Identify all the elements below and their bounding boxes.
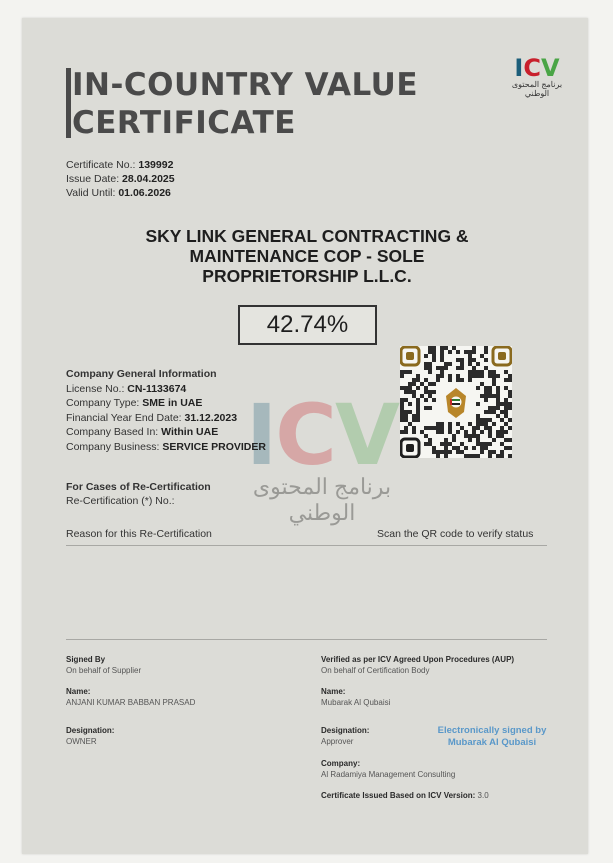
financial-year-row (66, 411, 266, 426)
approver-name-block (321, 686, 390, 708)
issue-date-row (66, 172, 175, 186)
company-based-label: Company Based In: (66, 426, 159, 438)
company-type-label: Company Type: (66, 397, 140, 409)
title-line-1: IN-COUNTRY VALUE (72, 67, 419, 103)
watermark-arabic: برنامج المحتوى الوطني (252, 474, 392, 525)
valid-until-value: 01.06.2026 (118, 187, 171, 199)
qr-finder-bottom-left (401, 439, 419, 457)
watermark-letter-c: C (275, 386, 335, 484)
supplier-name-block (66, 686, 195, 708)
verified-by-block (321, 654, 514, 676)
recertification-reason-label: Reason for this Re-Certification (66, 528, 212, 540)
approver-name-label: Name: (321, 687, 346, 696)
approver-designation-value: Approver (321, 737, 354, 746)
qr-code-graphic (400, 346, 512, 458)
company-business-value: SERVICE PROVIDER (162, 440, 266, 453)
certificate-number-value: 139992 (138, 159, 174, 171)
verification-qr-code[interactable] (400, 346, 512, 458)
icv-logo-mark (502, 54, 572, 82)
approver-designation-block (321, 725, 369, 747)
approver-company-block (321, 758, 455, 780)
divider (66, 639, 547, 640)
company-business-label: Company Business: (66, 440, 160, 453)
signed-by-label: Signed By (66, 655, 106, 664)
certificate-number-label: Certificate No.: (66, 159, 136, 171)
watermark-letter-v: V (334, 386, 398, 484)
license-label: License No.: (66, 382, 125, 395)
company-based-row (66, 425, 266, 440)
page-title (72, 66, 418, 142)
title-accent-bar (66, 68, 71, 138)
supplier-designation-block (66, 725, 114, 747)
certificate-meta (66, 158, 175, 200)
supplier-designation-value: OWNER (66, 737, 97, 746)
issue-date-label: Issue Date: (66, 173, 120, 185)
divider (66, 545, 547, 546)
supplier-designation-label: Designation: (66, 726, 115, 735)
qr-finder-top-left (401, 347, 419, 365)
general-info-heading: Company General Information (66, 368, 217, 380)
approver-name-value: Mubarak Al Qubaisi (321, 698, 391, 707)
icv-version-row (321, 790, 489, 801)
financial-year-value: 31.12.2023 (184, 411, 238, 424)
electronic-signature-line-2: Mubarak Al Qubaisi (447, 737, 537, 748)
title-line-2: CERTIFICATE (72, 105, 296, 141)
company-name-line-3: PROPRIETORSHIP L.L.C. (202, 266, 412, 286)
recertification-label: Re-Certification (*) No.: (66, 495, 175, 507)
icv-logo-letter-c: C (523, 54, 541, 82)
certificate-number-row (66, 158, 175, 172)
icv-version-label: Certificate Issued Based on ICV Version: (321, 791, 476, 800)
issue-date-value: 28.04.2025 (122, 173, 175, 185)
icv-logo-arabic: برنامج المحتوى الوطني (511, 80, 563, 98)
icv-logo-letter-v: V (540, 54, 560, 82)
signed-by-block (66, 654, 141, 676)
company-based-value: Within UAE (161, 426, 219, 438)
company-general-info (66, 367, 266, 454)
license-row (66, 382, 266, 397)
electronic-signature (427, 725, 557, 749)
valid-until-label: Valid Until: (66, 187, 116, 199)
icv-logo (502, 54, 572, 98)
company-name-line-2: MAINTENANCE COP - SOLE (189, 246, 425, 266)
icv-score: 42.74% (238, 305, 377, 345)
qr-finder-top-right (493, 347, 511, 365)
verified-label: Verified as per ICV Agreed Upon Procedures (AUP) (321, 655, 515, 664)
approver-designation-label: Designation: (321, 726, 370, 735)
company-name-line-1: SKY LINK GENERAL CONTRACTING & (145, 226, 469, 246)
electronic-signature-line-1: Electronically signed by (437, 725, 547, 736)
company-type-value: SME in UAE (142, 397, 203, 409)
company-name (82, 226, 532, 286)
valid-until-row (66, 186, 175, 200)
icv-logo-letter-i: I (514, 54, 524, 82)
approver-company-value: Al Radamiya Management Consulting (321, 770, 456, 779)
watermark-letter-i: I (246, 386, 276, 484)
supplier-name-label: Name: (66, 687, 91, 696)
company-type-row (66, 396, 266, 411)
financial-year-label: Financial Year End Date: (66, 411, 182, 424)
recertification-heading: For Cases of Re-Certification (66, 481, 211, 493)
license-value: CN-1133674 (127, 382, 187, 395)
supplier-name-value: ANJANI KUMAR BABBAN PRASAD (66, 698, 196, 707)
verified-value: On behalf of Certification Body (321, 666, 430, 675)
recertification-section (66, 480, 211, 508)
company-business-row (66, 440, 266, 455)
qr-scan-instruction: Scan the QR code to verify status (377, 528, 534, 540)
uae-emblem-icon (438, 384, 474, 420)
signed-by-value: On behalf of Supplier (66, 666, 142, 675)
certificate-page (22, 18, 588, 854)
approver-company-label: Company: (321, 759, 361, 768)
icv-version-value: 3.0 (477, 791, 489, 800)
